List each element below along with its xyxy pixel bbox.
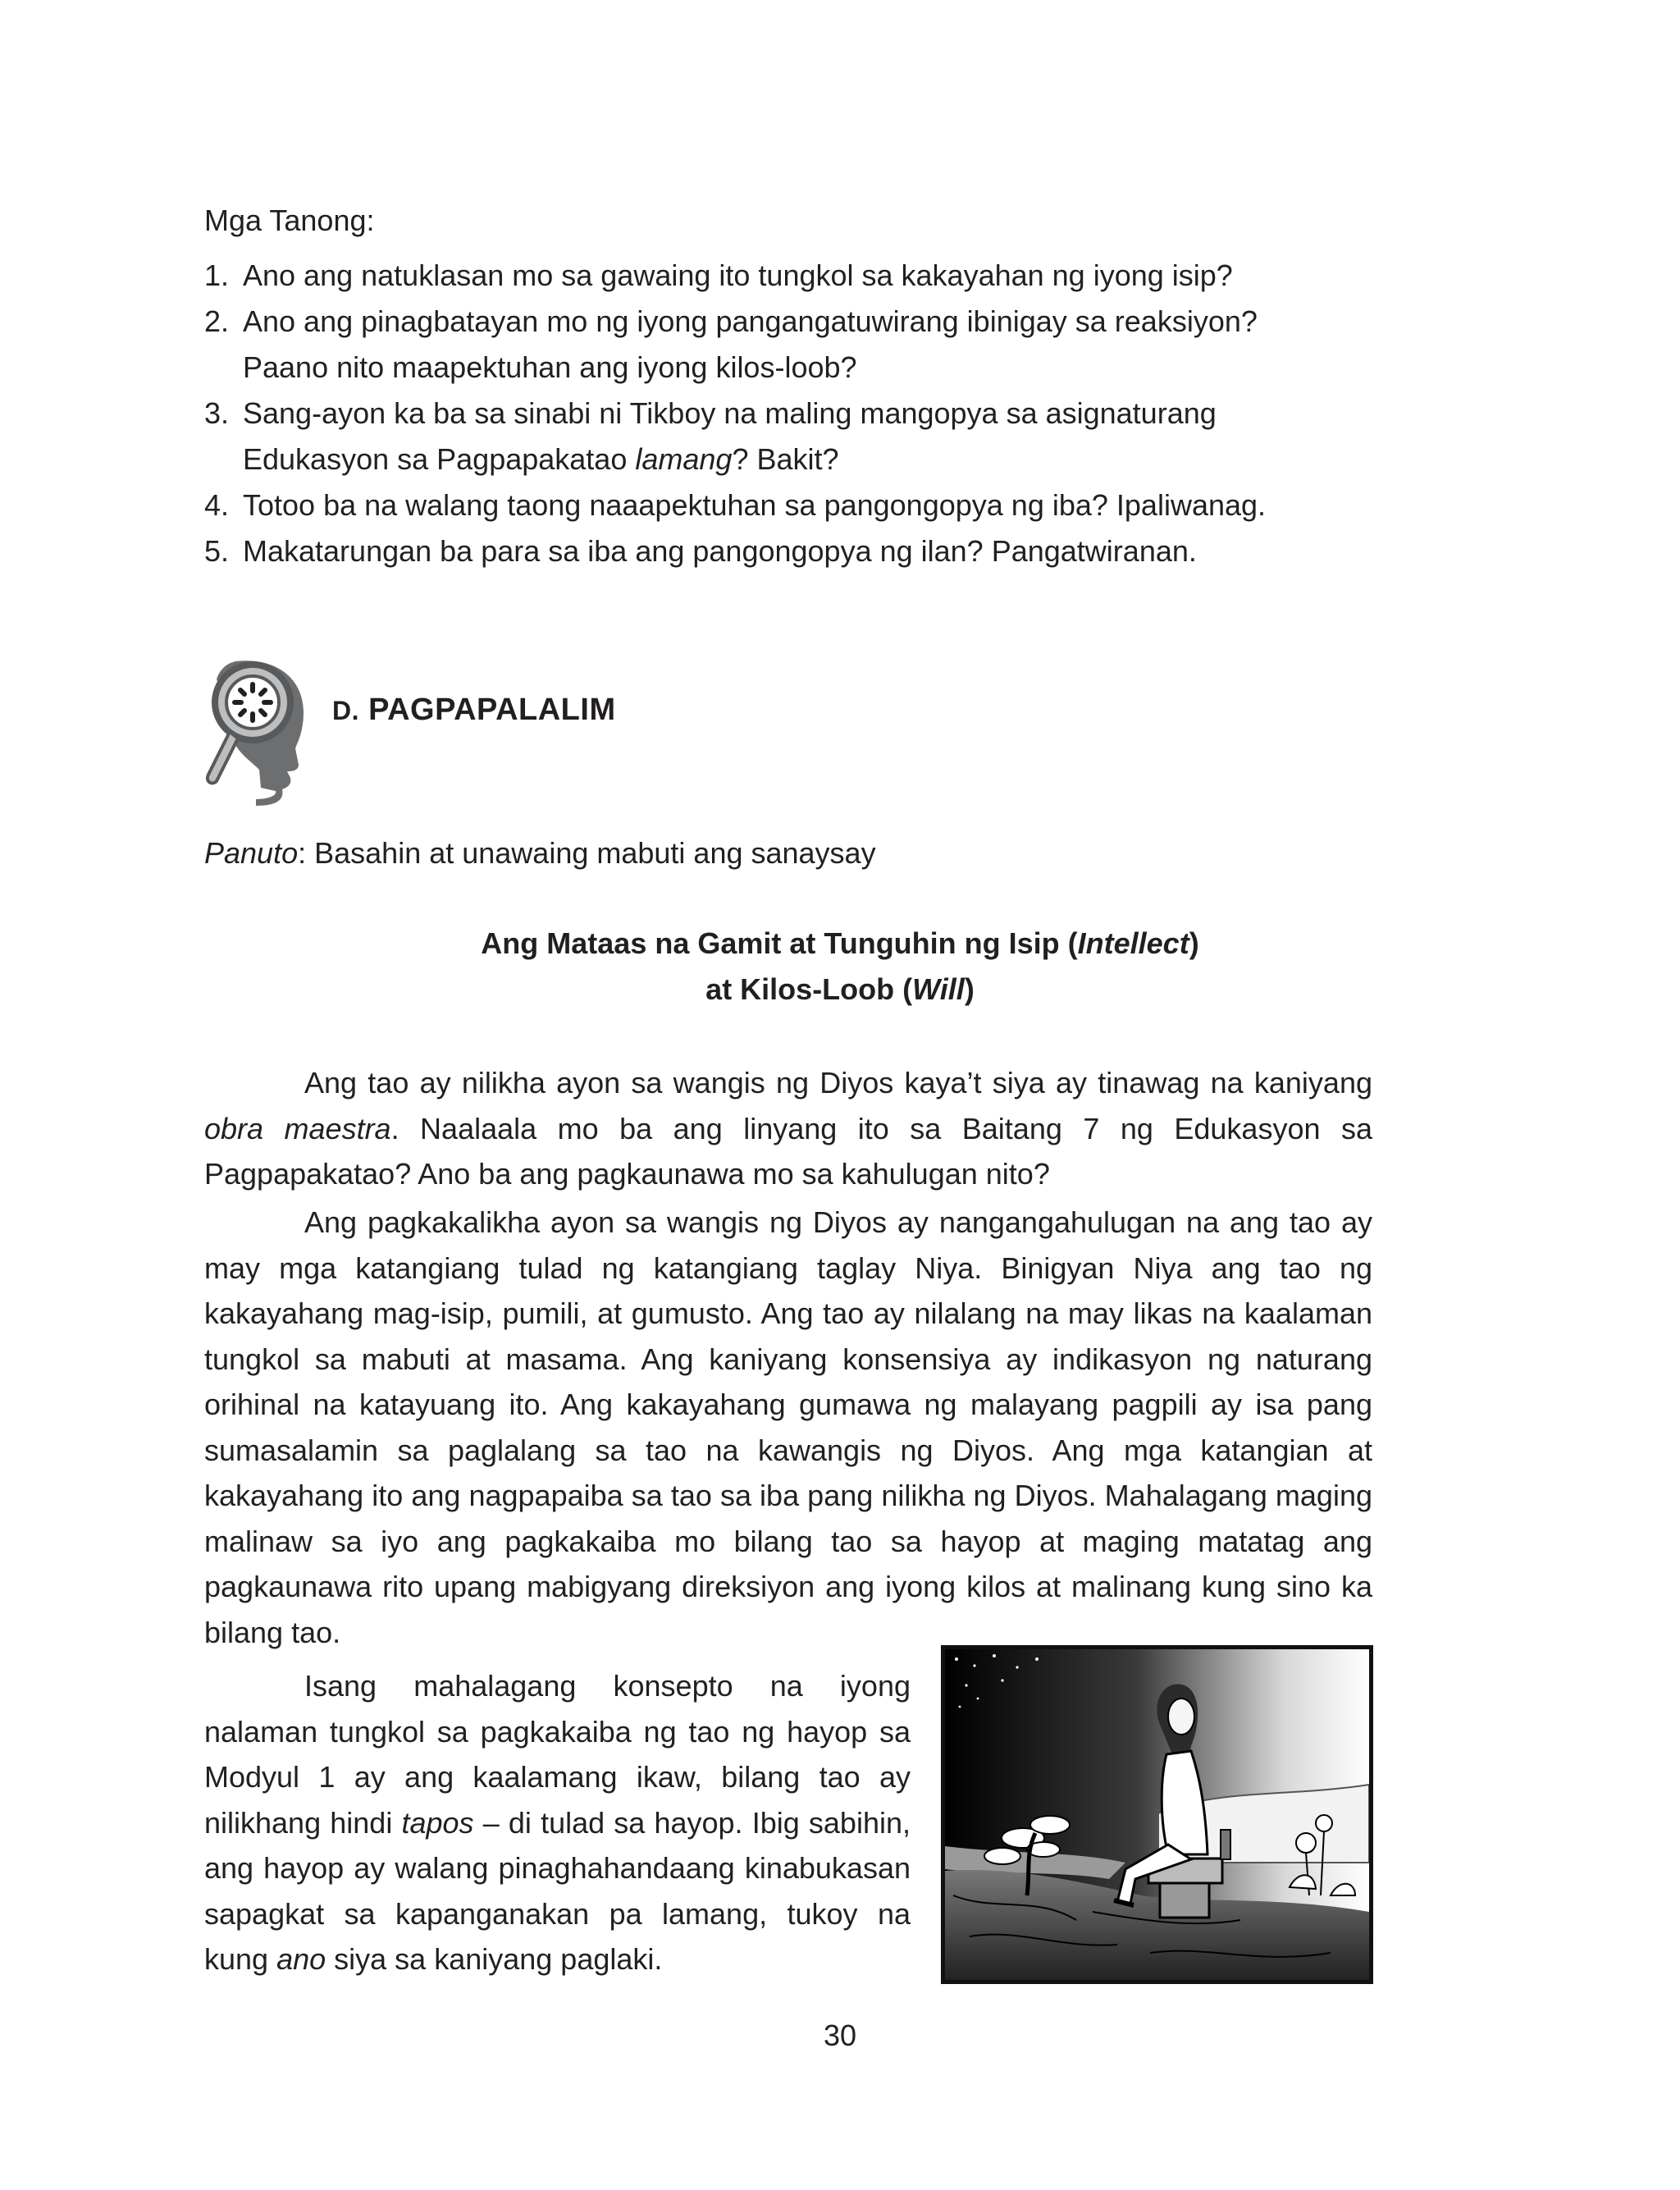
question-text-continued: Paano nito maapektuhan ang iyong kilos-loob? <box>243 350 857 384</box>
section-title: D. PAGPAPALALIM <box>332 693 616 727</box>
paragraph-1-text: Ang tao ay nilikha ayon sa wangis ng Diyos kaya’t siya ay tinawag na kaniyang <box>304 1066 1372 1100</box>
question-item <box>204 299 1394 391</box>
question-text: Ano ang natuklasan mo sa gawaing ito tungkol sa kakayahan ng iyong isip? <box>243 258 1233 292</box>
instruction-text: : Basahin at unawaing mabuti ang sanaysay <box>298 836 876 870</box>
question-item <box>204 391 1394 482</box>
question-number: 5. <box>204 534 230 568</box>
paragraph-3-emphasis: ano <box>276 1942 326 1976</box>
magnifier-head-icon <box>202 655 307 807</box>
page-number: 30 <box>823 2019 857 2052</box>
paragraph-3-text-end: siya sa kaniyang paglaki. <box>326 1942 663 1976</box>
essay-title-paren: ) <box>964 972 975 1006</box>
question-text: Makatarungan ba para sa iba ang pangongopya ng ilan? Pangatwiranan. <box>243 534 1197 568</box>
paragraph-1 <box>204 1060 1372 1197</box>
section-letter: D <box>332 696 352 725</box>
question-number: 3. <box>204 396 230 430</box>
paragraph-1-emphasis: obra maestra <box>204 1111 391 1145</box>
paragraph-3-emphasis: tapos <box>401 1805 474 1840</box>
section-title-text: PAGPAPALALIM <box>368 693 616 727</box>
paragraph-1-text-end: . Naalaala mo ba ang linyang ito sa Baitang 7 ng Edukasyon sa Pagpapakatao? Ano ba ang pagkaunawa mo sa kahulugan nito? <box>204 1111 1372 1191</box>
question-text-continued: Edukasyon sa Pagpapakatao <box>243 442 636 476</box>
question-text: Ano ang pinagbatayan mo ng iyong pangangatuwirang ibinigay sa reaksiyon? <box>243 304 1258 338</box>
question-emphasis: lamang <box>635 442 733 476</box>
instruction <box>204 830 876 876</box>
question-item <box>204 482 1394 528</box>
questions-heading: Mga Tanong: <box>204 203 375 237</box>
essay-title-intellect: Intellect <box>1077 926 1189 960</box>
question-item <box>204 253 1394 299</box>
question-item <box>204 528 1394 574</box>
question-number: 2. <box>204 304 230 338</box>
paragraph-2: Ang pagkakalikha ayon sa wangis ng Diyos ay nangangahulugan na ang tao ay may mga katangiang tulad ng katangiang taglay Niya. Binigyan Niya ang tao ng kakayahang mag-isip, pumili, at gumusto. Ang tao ay nilalang na may likas na kaalaman tungkol sa mabuti at masama. Ang kaniyang konsensiya ay indikasyon ng naturang orihinal na katayuang ito. Ang kakayahang gumawa ng malayang pagpili ay isa pang sumasalamin sa paglalang sa tao na kawangis ng Diyos. Ang mga katangian at kakayahang ito ang nagpapaiba sa tao sa iba pang nilikha ng Diyos. Mahalagang maging malinaw sa iyo ang pagkakaiba mo bilang tao sa hayop at maging matatag ang pagkaunawa rito upang mabigyang direksiyon ang iyong kilos at malinang kung sino ka bilang tao. <box>204 1205 1372 1649</box>
question-number: 4. <box>204 488 230 522</box>
question-number: 1. <box>204 258 230 292</box>
essay-title-line2: at Kilos-Loob ( <box>705 972 913 1006</box>
essay-title <box>204 921 1476 1013</box>
essay-title-line1: Ang Mataas na Gamit at Tunguhin ng Isip ( <box>481 926 1078 960</box>
question-text: Sang-ayon ka ba sa sinabi ni Tikboy na maling mangopya sa asignaturang <box>243 396 1217 430</box>
paragraph-3 <box>204 1663 911 1982</box>
question-text-end: ? Bakit? <box>732 442 839 476</box>
girl-sitting-under-night-sky-illustration <box>941 1645 1373 1984</box>
paragraph-3-text-middle: – di tulad sa hayop. Ibig sabihin, ang hayop ay walang pinaghahandaang kinabukasan sapagkat sa kapanganakan pa lamang, tukoy na kung <box>204 1805 911 1976</box>
instruction-label: Panuto <box>204 836 299 870</box>
essay-title-will: Will <box>912 972 965 1006</box>
questions-list <box>204 253 1394 574</box>
paragraph-3-text: Isang mahalagang konsepto na iyong nalaman tungkol sa pagkakaiba ng tao ng hayop sa Modyul 1 ay ang kaalamang ikaw, bilang tao ay nilikhang hindi <box>204 1669 911 1840</box>
essay-title-paren: ) <box>1189 926 1199 960</box>
question-text: Totoo ba na walang taong naaapektuhan sa pangongopya ng iba? Ipaliwanag. <box>243 488 1267 522</box>
